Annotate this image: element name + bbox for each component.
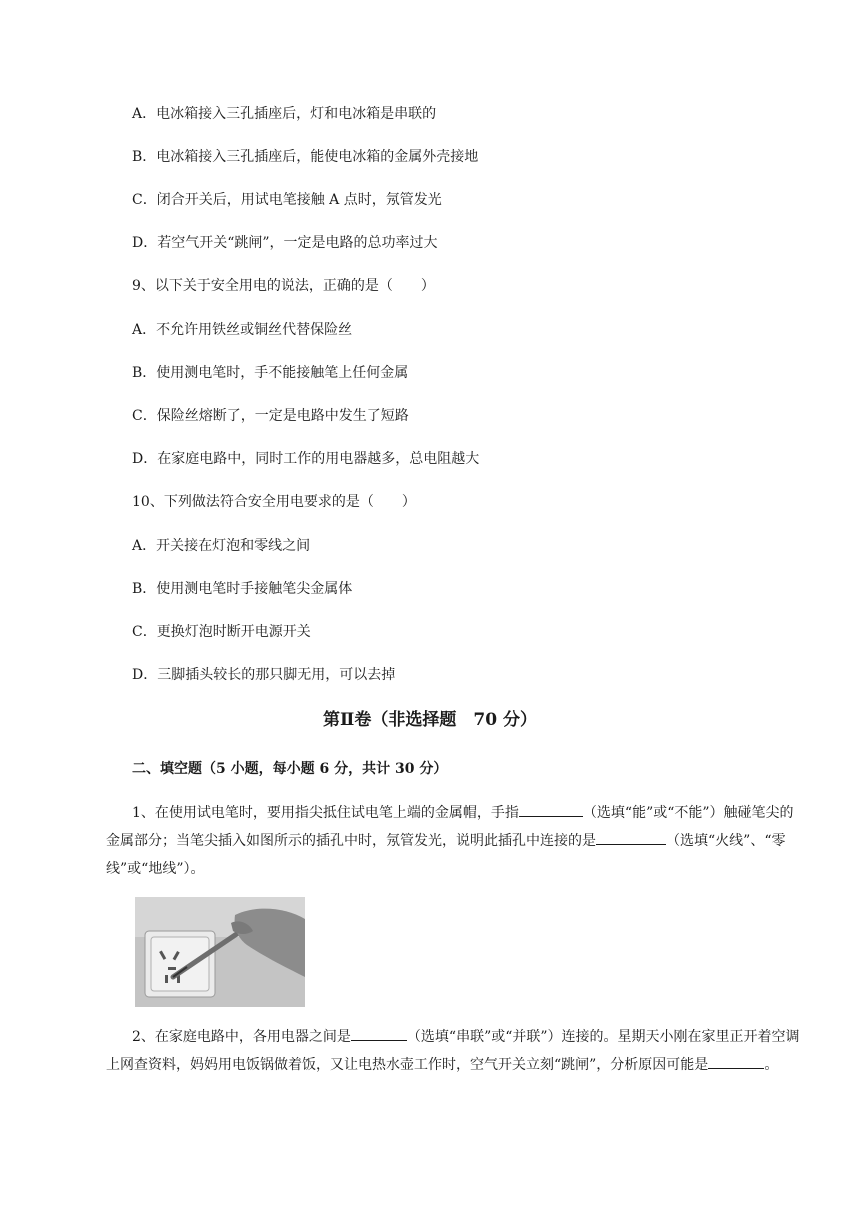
part-heading: 二、填空题（5 小题，每小题 6 分，共计 30 分） <box>132 761 448 777</box>
q8-option-b: B．电冰箱接入三孔插座后，能使电冰箱的金属外壳接地 <box>132 149 479 165</box>
q10-option-c: C．更换灯泡时断开电源开关 <box>132 624 311 640</box>
socket-photo <box>135 897 305 1007</box>
fill-question-1 <box>106 799 802 883</box>
q10-stem: 10、下列做法符合安全用电要求的是（ ） <box>132 494 416 510</box>
q9-option-b: B．使用测电笔时，手不能接触笔上任何金属 <box>132 365 409 381</box>
q10-option-b: B．使用测电笔时手接触笔尖金属体 <box>132 581 353 597</box>
section-title: 第Ⅱ卷（非选择题 70 分） <box>323 710 537 730</box>
answer-blank[interactable] <box>596 830 666 845</box>
q8-option-c: C．闭合开关后，用试电笔接触 A 点时，氖管发光 <box>132 192 442 208</box>
fill1-text-1: 1、在使用试电笔时，要用指尖抵住试电笔上端的金属帽，手指 <box>132 805 519 821</box>
fill1-text-2: （选填“能”或“不能”）触碰笔尖的金属部分；当笔尖插入如图所示的插孔中时，氖管发光，说明此插孔中连接的是 <box>106 805 794 849</box>
fill2-text-3: 。 <box>764 1057 779 1073</box>
answer-blank[interactable] <box>351 1026 407 1041</box>
answer-blank[interactable] <box>708 1054 764 1069</box>
fill2-text-2: （选填“串联”或“并联”）连接的。星期天小刚在家里正开着空调上网查资料，妈妈用电饭锅做着饭，又让电热水壶工作时，空气开关立刻“跳闸”，分析原因可能是 <box>106 1029 800 1073</box>
q8-option-d: D．若空气开关“跳闸”，一定是电路的总功率过大 <box>132 235 438 251</box>
answer-blank[interactable] <box>519 802 583 817</box>
q10-option-a: A．开关接在灯泡和零线之间 <box>132 538 311 554</box>
fill1-text-3: （选填“火线”、“零线”或“地线”）。 <box>106 833 786 877</box>
socket-photo-illustration <box>135 897 305 1007</box>
q9-option-a: A．不允许用铁丝或铜丝代替保险丝 <box>132 322 353 338</box>
fill-question-2 <box>106 1023 802 1079</box>
q9-option-d: D．在家庭电路中，同时工作的用电器越多，总电阻越大 <box>132 451 480 467</box>
q10-option-d: D．三脚插头较长的那只脚无用，可以去掉 <box>132 667 396 683</box>
q8-option-a: A．电冰箱接入三孔插座后，灯和电冰箱是串联的 <box>132 106 437 122</box>
q9-stem: 9、以下关于安全用电的说法，正确的是（ ） <box>132 278 435 294</box>
q9-option-c: C．保险丝熔断了，一定是电路中发生了短路 <box>132 408 409 424</box>
fill2-text-1: 2、在家庭电路中，各用电器之间是 <box>132 1029 351 1045</box>
